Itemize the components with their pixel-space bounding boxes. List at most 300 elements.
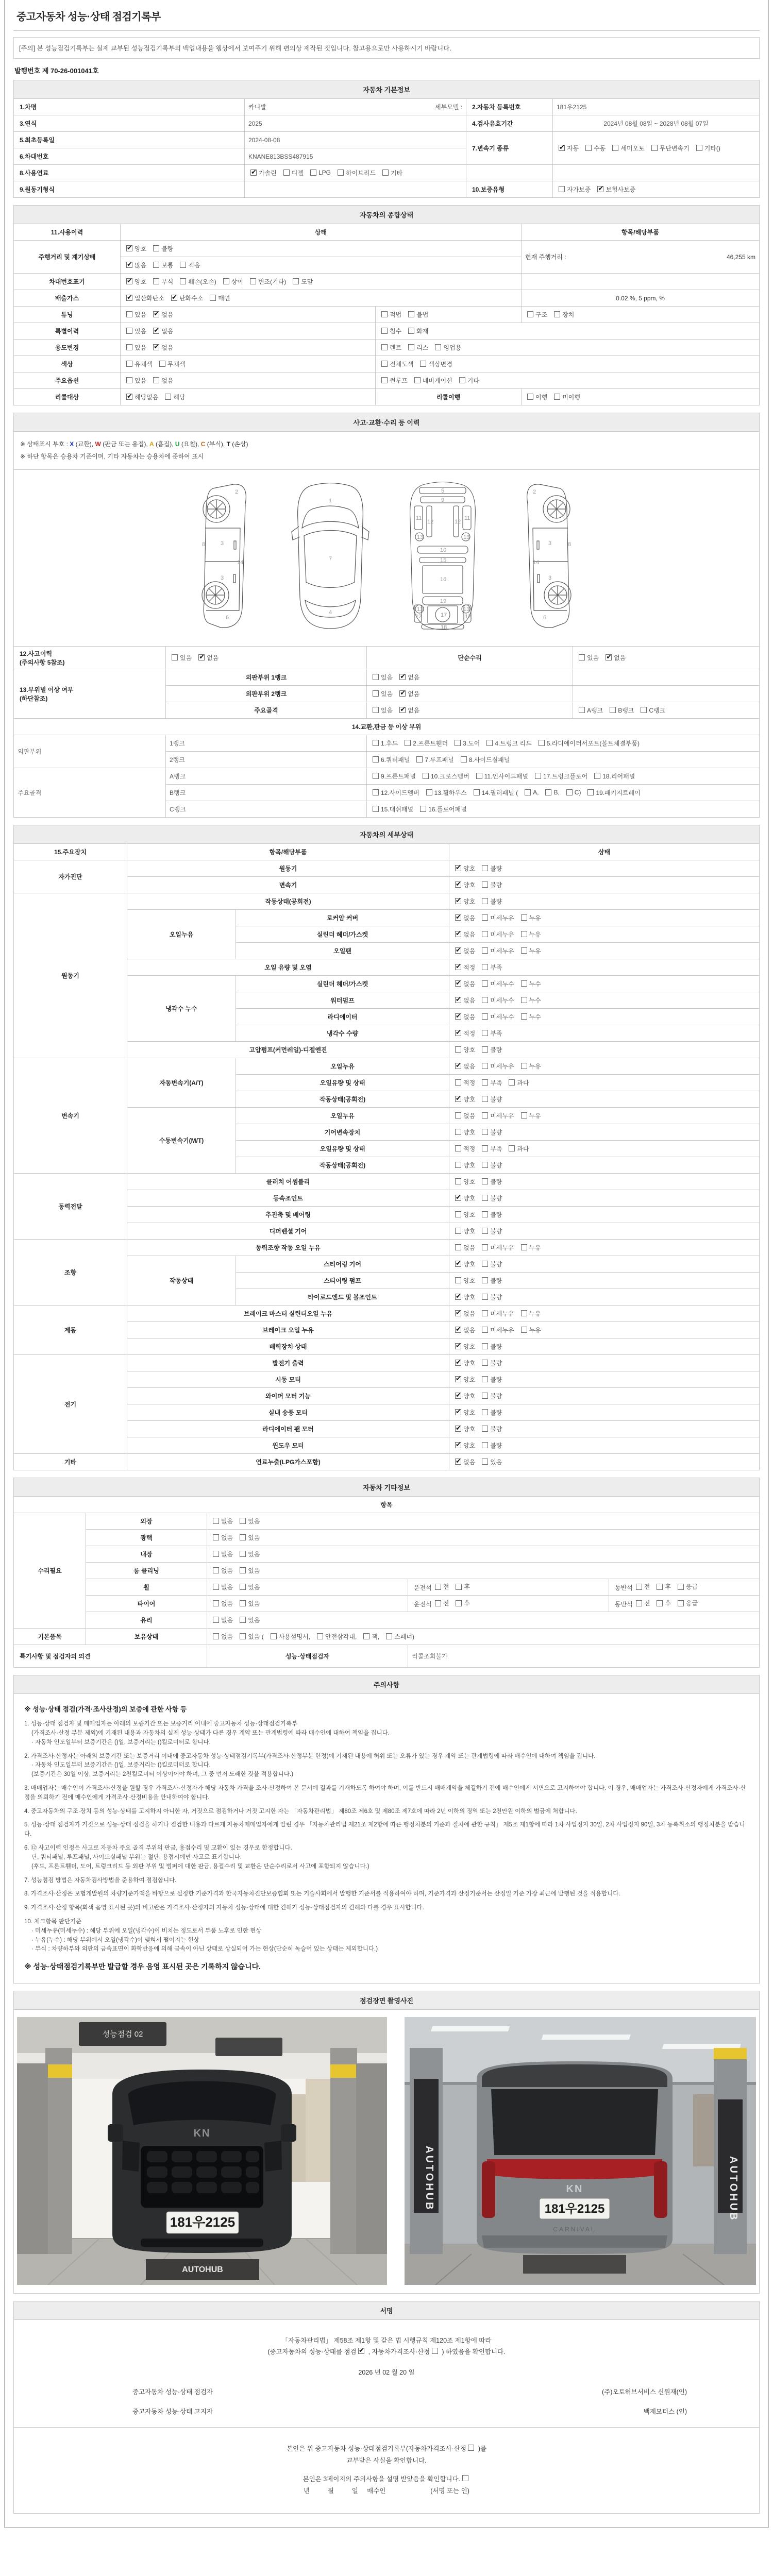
unchecked-checkbox-icon[interactable] [456, 1600, 462, 1606]
unchecked-checkbox-icon[interactable] [223, 278, 229, 284]
checkbox-option[interactable] [455, 1342, 475, 1351]
checked-checkbox-icon[interactable] [455, 1409, 461, 1415]
checkbox-option[interactable] [539, 739, 640, 748]
checkbox-option[interactable] [381, 327, 401, 335]
unchecked-checkbox-icon[interactable] [373, 756, 379, 762]
checkbox-option[interactable] [381, 310, 401, 319]
checked-checkbox-icon[interactable] [250, 170, 257, 176]
unchecked-checkbox-icon[interactable] [482, 1244, 488, 1250]
unchecked-checkbox-icon[interactable] [153, 262, 159, 268]
unchecked-checkbox-icon[interactable] [423, 773, 429, 779]
checkbox-option[interactable] [153, 343, 173, 352]
unchecked-checkbox-icon[interactable] [521, 947, 527, 954]
checkbox-option[interactable] [459, 376, 479, 385]
checkbox-option[interactable] [408, 310, 428, 319]
unchecked-checkbox-icon[interactable] [474, 789, 480, 795]
unchecked-checkbox-icon[interactable] [126, 311, 132, 317]
checkbox-option[interactable] [594, 772, 635, 781]
checkbox-option[interactable] [153, 277, 173, 286]
unchecked-checkbox-icon[interactable] [678, 1600, 684, 1606]
checked-checkbox-icon[interactable] [455, 1426, 461, 1432]
unchecked-checkbox-icon[interactable] [521, 1310, 527, 1316]
checkbox-option[interactable] [482, 913, 514, 922]
checkbox-option[interactable] [210, 294, 230, 302]
unchecked-checkbox-icon[interactable] [521, 1013, 527, 1020]
checkbox-option[interactable] [180, 277, 216, 286]
checkbox-option[interactable] [455, 1392, 475, 1400]
checkbox-option[interactable] [213, 1599, 233, 1608]
checkbox-option[interactable] [482, 897, 502, 906]
unchecked-checkbox-icon[interactable] [455, 1228, 461, 1234]
unchecked-checkbox-icon[interactable] [420, 806, 426, 812]
checkbox-option[interactable] [381, 376, 408, 385]
unchecked-checkbox-icon[interactable] [455, 1079, 461, 1086]
unchecked-checkbox-icon[interactable] [213, 1534, 219, 1540]
checkbox-option[interactable] [482, 1441, 502, 1450]
checked-checkbox-icon[interactable] [455, 1063, 461, 1069]
checked-checkbox-icon[interactable] [198, 654, 205, 660]
unchecked-checkbox-icon[interactable] [381, 361, 388, 367]
checkbox-option[interactable] [482, 1128, 502, 1137]
unchecked-checkbox-icon[interactable] [455, 1211, 461, 1217]
unchecked-checkbox-icon[interactable] [240, 1617, 246, 1623]
unchecked-checkbox-icon[interactable] [585, 145, 592, 151]
checkbox-option[interactable] [171, 294, 203, 302]
unchecked-checkbox-icon[interactable] [482, 1393, 488, 1399]
checkbox-option[interactable] [455, 1095, 475, 1104]
unchecked-checkbox-icon[interactable] [455, 1145, 461, 1151]
checkbox-option[interactable] [310, 169, 331, 176]
unchecked-checkbox-icon[interactable] [482, 947, 488, 954]
unchecked-checkbox-icon[interactable] [213, 1567, 219, 1573]
checkbox-option[interactable] [482, 930, 514, 939]
checkbox-option[interactable] [455, 1375, 475, 1384]
checkbox-option[interactable] [482, 1012, 514, 1021]
checkbox-option[interactable] [373, 772, 416, 781]
unchecked-checkbox-icon[interactable] [482, 964, 488, 970]
checkbox-option[interactable] [455, 864, 475, 873]
checked-checkbox-icon[interactable] [597, 186, 603, 192]
checkbox-option[interactable] [482, 1095, 502, 1104]
unchecked-checkbox-icon[interactable] [240, 1584, 246, 1590]
checked-checkbox-icon[interactable] [455, 1442, 461, 1448]
checkbox-option[interactable] [482, 946, 514, 955]
unchecked-checkbox-icon[interactable] [482, 1162, 488, 1168]
checkbox-option[interactable] [521, 1309, 541, 1318]
checkbox-option[interactable] [455, 1260, 475, 1268]
unchecked-checkbox-icon[interactable] [566, 789, 573, 795]
unchecked-checkbox-icon[interactable] [381, 311, 388, 317]
checked-checkbox-icon[interactable] [455, 1096, 461, 1102]
checkbox-option[interactable] [455, 1062, 475, 1071]
unchecked-checkbox-icon[interactable] [527, 394, 533, 400]
unchecked-checkbox-icon[interactable] [455, 1162, 461, 1168]
checkbox-option[interactable] [521, 1326, 541, 1334]
buyer-price-survey-checkbox[interactable] [468, 2445, 474, 2451]
checkbox-option[interactable] [455, 1029, 475, 1038]
checkbox-option[interactable] [554, 393, 580, 401]
checkbox-option[interactable] [126, 261, 146, 269]
checkbox-option[interactable] [455, 1144, 475, 1153]
unchecked-checkbox-icon[interactable] [461, 756, 467, 762]
checkbox-option[interactable] [482, 1458, 502, 1466]
checkbox-option[interactable] [213, 1533, 233, 1542]
checkbox-option[interactable] [456, 1599, 470, 1607]
checkbox-option[interactable] [159, 360, 186, 368]
unchecked-checkbox-icon[interactable] [651, 145, 658, 151]
checked-checkbox-icon[interactable] [126, 262, 132, 268]
unchecked-checkbox-icon[interactable] [373, 674, 379, 680]
unchecked-checkbox-icon[interactable] [153, 377, 159, 383]
unchecked-checkbox-icon[interactable] [476, 773, 482, 779]
checkbox-option[interactable] [213, 1616, 233, 1624]
checkbox-option[interactable] [482, 1078, 502, 1087]
checkbox-option[interactable] [559, 185, 591, 194]
checkbox-option[interactable] [455, 1441, 475, 1450]
unchecked-checkbox-icon[interactable] [373, 740, 379, 746]
unchecked-checkbox-icon[interactable] [482, 865, 488, 871]
checkbox-option[interactable] [213, 1632, 233, 1641]
unchecked-checkbox-icon[interactable] [455, 1046, 461, 1053]
checkbox-option[interactable] [521, 996, 541, 1005]
checked-checkbox-icon[interactable] [399, 707, 406, 713]
unchecked-checkbox-icon[interactable] [482, 1376, 488, 1382]
checkbox-option[interactable] [678, 1599, 698, 1607]
checked-checkbox-icon[interactable] [153, 311, 159, 317]
checkbox-option[interactable] [381, 343, 401, 352]
checkbox-option[interactable] [373, 673, 393, 682]
unchecked-checkbox-icon[interactable] [435, 344, 441, 350]
unchecked-checkbox-icon[interactable] [373, 690, 379, 697]
unchecked-checkbox-icon[interactable] [159, 361, 165, 367]
unchecked-checkbox-icon[interactable] [456, 1584, 462, 1590]
unchecked-checkbox-icon[interactable] [414, 377, 421, 383]
checkbox-option[interactable] [240, 1583, 260, 1591]
checkbox-option[interactable] [696, 144, 720, 152]
checkbox-option[interactable] [455, 880, 475, 889]
checkbox-option[interactable] [474, 788, 518, 797]
unchecked-checkbox-icon[interactable] [527, 311, 533, 317]
checked-checkbox-icon[interactable] [455, 1030, 461, 1036]
checkbox-option[interactable] [213, 1517, 233, 1526]
unchecked-checkbox-icon[interactable] [482, 1211, 488, 1217]
checkbox-option[interactable] [172, 653, 192, 662]
checkbox-option[interactable] [461, 755, 510, 764]
checkbox-option[interactable] [482, 880, 502, 889]
checkbox-option[interactable] [476, 772, 528, 781]
unchecked-checkbox-icon[interactable] [482, 1129, 488, 1135]
checkbox-option[interactable] [126, 310, 146, 319]
unchecked-checkbox-icon[interactable] [554, 394, 560, 400]
checkbox-option[interactable] [482, 979, 514, 988]
checkbox-option[interactable] [240, 1632, 264, 1641]
unchecked-checkbox-icon[interactable] [482, 931, 488, 937]
checkbox-option[interactable] [455, 897, 475, 906]
unchecked-checkbox-icon[interactable] [482, 1261, 488, 1267]
unchecked-checkbox-icon[interactable] [587, 789, 594, 795]
checkbox-option[interactable] [405, 739, 448, 748]
checkbox-option[interactable] [606, 653, 626, 662]
unchecked-checkbox-icon[interactable] [641, 707, 647, 713]
unchecked-checkbox-icon[interactable] [657, 1600, 663, 1606]
checkbox-option[interactable] [482, 1293, 502, 1301]
unchecked-checkbox-icon[interactable] [455, 1244, 461, 1250]
checkbox-option[interactable] [455, 1045, 475, 1054]
checkbox-option[interactable] [521, 1062, 541, 1071]
unchecked-checkbox-icon[interactable] [455, 1112, 461, 1118]
unchecked-checkbox-icon[interactable] [213, 1551, 219, 1557]
unchecked-checkbox-icon[interactable] [482, 1112, 488, 1118]
unchecked-checkbox-icon[interactable] [535, 773, 541, 779]
unchecked-checkbox-icon[interactable] [240, 1633, 246, 1639]
checked-checkbox-icon[interactable] [455, 898, 461, 904]
checkbox-option[interactable] [250, 277, 286, 286]
unchecked-checkbox-icon[interactable] [579, 707, 585, 713]
checkbox-option[interactable] [482, 1029, 502, 1038]
checkbox-option[interactable] [482, 1177, 502, 1186]
checkbox-option[interactable] [293, 277, 313, 286]
unchecked-checkbox-icon[interactable] [165, 394, 171, 400]
unchecked-checkbox-icon[interactable] [486, 740, 493, 746]
checkbox-option[interactable] [373, 755, 410, 764]
checkbox-option[interactable] [426, 788, 467, 797]
unchecked-checkbox-icon[interactable] [482, 1096, 488, 1102]
checked-checkbox-icon[interactable] [171, 295, 177, 301]
checkbox-option[interactable] [527, 393, 547, 401]
checkbox-option[interactable] [482, 1161, 502, 1170]
unchecked-checkbox-icon[interactable] [482, 1013, 488, 1020]
unchecked-checkbox-icon[interactable] [373, 789, 379, 795]
unchecked-checkbox-icon[interactable] [539, 740, 545, 746]
checkbox-option[interactable] [455, 1128, 475, 1137]
unchecked-checkbox-icon[interactable] [482, 1145, 488, 1151]
checkbox-option[interactable] [455, 1012, 475, 1021]
unchecked-checkbox-icon[interactable] [482, 1030, 488, 1036]
checked-checkbox-icon[interactable] [455, 980, 461, 987]
checked-checkbox-icon[interactable] [455, 1343, 461, 1349]
checked-checkbox-icon[interactable] [455, 997, 461, 1003]
checkbox-option[interactable] [455, 996, 475, 1005]
checked-checkbox-icon[interactable] [153, 344, 159, 350]
checkbox-option[interactable] [408, 343, 428, 352]
checked-checkbox-icon[interactable] [126, 295, 132, 301]
checkbox-option[interactable] [585, 144, 606, 152]
unchecked-checkbox-icon[interactable] [482, 882, 488, 888]
checked-checkbox-icon[interactable] [455, 1310, 461, 1316]
checkbox-option[interactable] [153, 376, 173, 385]
checkbox-option[interactable] [456, 1582, 470, 1591]
checkbox-option[interactable] [482, 1276, 502, 1285]
checkbox-option[interactable] [435, 343, 461, 352]
checkbox-option[interactable] [373, 788, 419, 797]
checkbox-option[interactable] [545, 789, 559, 796]
checkbox-option[interactable] [180, 261, 200, 269]
checked-checkbox-icon[interactable] [455, 1459, 461, 1465]
unchecked-checkbox-icon[interactable] [610, 707, 616, 713]
unchecked-checkbox-icon[interactable] [482, 1195, 488, 1201]
checkbox-option[interactable] [657, 1582, 671, 1591]
unchecked-checkbox-icon[interactable] [293, 278, 299, 284]
checkbox-option[interactable] [381, 360, 413, 368]
unchecked-checkbox-icon[interactable] [482, 1294, 488, 1300]
checked-checkbox-icon[interactable] [399, 674, 406, 680]
checked-checkbox-icon[interactable] [455, 1294, 461, 1300]
checked-checkbox-icon[interactable] [455, 964, 461, 970]
unchecked-checkbox-icon[interactable] [482, 1228, 488, 1234]
checked-checkbox-icon[interactable] [455, 947, 461, 954]
checkbox-option[interactable] [455, 1326, 475, 1334]
checkbox-option[interactable] [213, 1550, 233, 1558]
unchecked-checkbox-icon[interactable] [386, 1633, 392, 1639]
checkbox-option[interactable] [521, 913, 541, 922]
checkbox-option[interactable] [482, 1210, 502, 1219]
checkbox-option[interactable] [153, 244, 173, 253]
unchecked-checkbox-icon[interactable] [545, 789, 551, 795]
checkbox-option[interactable] [482, 1243, 514, 1252]
checkbox-option[interactable] [455, 1458, 475, 1466]
checkbox-option[interactable] [678, 1582, 698, 1591]
checkbox-option[interactable] [636, 1582, 650, 1591]
checkbox-option[interactable] [414, 376, 452, 385]
unchecked-checkbox-icon[interactable] [525, 789, 531, 795]
checkbox-option[interactable] [597, 185, 635, 194]
checkbox-option[interactable] [455, 979, 475, 988]
checkbox-option[interactable] [240, 1517, 260, 1526]
checked-checkbox-icon[interactable] [606, 654, 612, 660]
checked-checkbox-icon[interactable] [455, 882, 461, 888]
unchecked-checkbox-icon[interactable] [408, 311, 414, 317]
checkbox-option[interactable] [482, 1309, 514, 1318]
unchecked-checkbox-icon[interactable] [381, 328, 388, 334]
unchecked-checkbox-icon[interactable] [271, 1633, 277, 1639]
checkbox-option[interactable] [386, 1632, 414, 1641]
unchecked-checkbox-icon[interactable] [657, 1584, 663, 1590]
unchecked-checkbox-icon[interactable] [240, 1551, 246, 1557]
checkbox-option[interactable] [455, 1161, 475, 1170]
checkbox-option[interactable] [240, 1616, 260, 1624]
checkbox-option[interactable] [482, 1326, 514, 1334]
checkbox-option[interactable] [482, 1408, 502, 1417]
checked-checkbox-icon[interactable] [455, 1327, 461, 1333]
checkbox-option[interactable] [455, 1078, 475, 1087]
checkbox-option[interactable] [521, 946, 541, 955]
checkbox-option[interactable] [435, 1599, 449, 1607]
unchecked-checkbox-icon[interactable] [559, 186, 565, 192]
checkbox-option[interactable] [482, 1111, 514, 1120]
checkbox-option[interactable] [521, 1111, 541, 1120]
unchecked-checkbox-icon[interactable] [416, 756, 423, 762]
unchecked-checkbox-icon[interactable] [482, 1277, 488, 1283]
checkbox-option[interactable] [482, 1375, 502, 1384]
checkbox-option[interactable] [373, 689, 393, 698]
checkbox-option[interactable] [455, 739, 480, 748]
unchecked-checkbox-icon[interactable] [455, 1129, 461, 1135]
checkbox-option[interactable] [399, 673, 419, 682]
unchecked-checkbox-icon[interactable] [373, 806, 379, 812]
unchecked-checkbox-icon[interactable] [482, 1079, 488, 1086]
checkbox-option[interactable] [482, 1425, 502, 1433]
checkbox-option[interactable] [223, 277, 243, 286]
checkbox-option[interactable] [165, 393, 185, 401]
unchecked-checkbox-icon[interactable] [180, 262, 186, 268]
checkbox-option[interactable] [641, 706, 665, 715]
checkbox-option[interactable] [636, 1599, 650, 1607]
unchecked-checkbox-icon[interactable] [408, 344, 414, 350]
unchecked-checkbox-icon[interactable] [172, 654, 178, 660]
caution-explained-checkbox[interactable] [462, 2475, 468, 2481]
checkbox-option[interactable] [126, 343, 146, 352]
unchecked-checkbox-icon[interactable] [482, 1360, 488, 1366]
unchecked-checkbox-icon[interactable] [310, 170, 316, 176]
price-survey-checkbox[interactable] [432, 2348, 438, 2354]
checkbox-option[interactable] [657, 1599, 671, 1607]
unchecked-checkbox-icon[interactable] [612, 145, 618, 151]
checkbox-option[interactable] [525, 789, 539, 796]
checkbox-option[interactable] [373, 739, 398, 748]
unchecked-checkbox-icon[interactable] [363, 1633, 369, 1639]
checkbox-option[interactable] [579, 653, 599, 662]
unchecked-checkbox-icon[interactable] [317, 1633, 323, 1639]
checkbox-option[interactable] [455, 1276, 475, 1285]
checkbox-option[interactable] [509, 1078, 529, 1087]
checked-checkbox-icon[interactable] [153, 328, 159, 334]
checkbox-option[interactable] [399, 689, 419, 698]
unchecked-checkbox-icon[interactable] [636, 1600, 642, 1606]
checkbox-option[interactable] [213, 1566, 233, 1575]
unchecked-checkbox-icon[interactable] [482, 1063, 488, 1069]
checkbox-option[interactable] [317, 1632, 357, 1641]
checkbox-option[interactable] [482, 1144, 502, 1153]
checkbox-option[interactable] [240, 1550, 260, 1558]
unchecked-checkbox-icon[interactable] [482, 1442, 488, 1448]
unchecked-checkbox-icon[interactable] [678, 1584, 684, 1590]
unchecked-checkbox-icon[interactable] [381, 344, 388, 350]
checkbox-option[interactable] [521, 930, 541, 939]
checkbox-option[interactable] [566, 789, 581, 796]
checkbox-option[interactable] [587, 788, 640, 797]
unchecked-checkbox-icon[interactable] [408, 328, 414, 334]
checkbox-option[interactable] [420, 805, 467, 814]
unchecked-checkbox-icon[interactable] [482, 980, 488, 987]
checkbox-option[interactable] [126, 376, 146, 385]
checkbox-option[interactable] [455, 1408, 475, 1417]
checkbox-option[interactable] [482, 963, 502, 972]
checkbox-option[interactable] [153, 261, 173, 269]
unchecked-checkbox-icon[interactable] [482, 914, 488, 921]
checkbox-option[interactable] [455, 1293, 475, 1301]
unchecked-checkbox-icon[interactable] [250, 278, 256, 284]
unchecked-checkbox-icon[interactable] [210, 295, 216, 301]
unchecked-checkbox-icon[interactable] [696, 145, 702, 151]
unchecked-checkbox-icon[interactable] [482, 1327, 488, 1333]
checkbox-option[interactable] [250, 168, 277, 177]
checkbox-option[interactable] [455, 930, 475, 939]
checkbox-option[interactable] [455, 1194, 475, 1202]
unchecked-checkbox-icon[interactable] [213, 1600, 219, 1606]
unchecked-checkbox-icon[interactable] [153, 245, 159, 251]
unchecked-checkbox-icon[interactable] [482, 1409, 488, 1415]
unchecked-checkbox-icon[interactable] [435, 1584, 441, 1590]
checkbox-option[interactable] [126, 327, 146, 335]
checked-checkbox-icon[interactable] [455, 931, 461, 937]
unchecked-checkbox-icon[interactable] [126, 361, 132, 367]
unchecked-checkbox-icon[interactable] [283, 170, 290, 176]
unchecked-checkbox-icon[interactable] [554, 311, 560, 317]
checked-checkbox-icon[interactable] [455, 865, 461, 871]
checkbox-option[interactable] [408, 327, 428, 335]
unchecked-checkbox-icon[interactable] [482, 1178, 488, 1184]
unchecked-checkbox-icon[interactable] [126, 377, 132, 383]
